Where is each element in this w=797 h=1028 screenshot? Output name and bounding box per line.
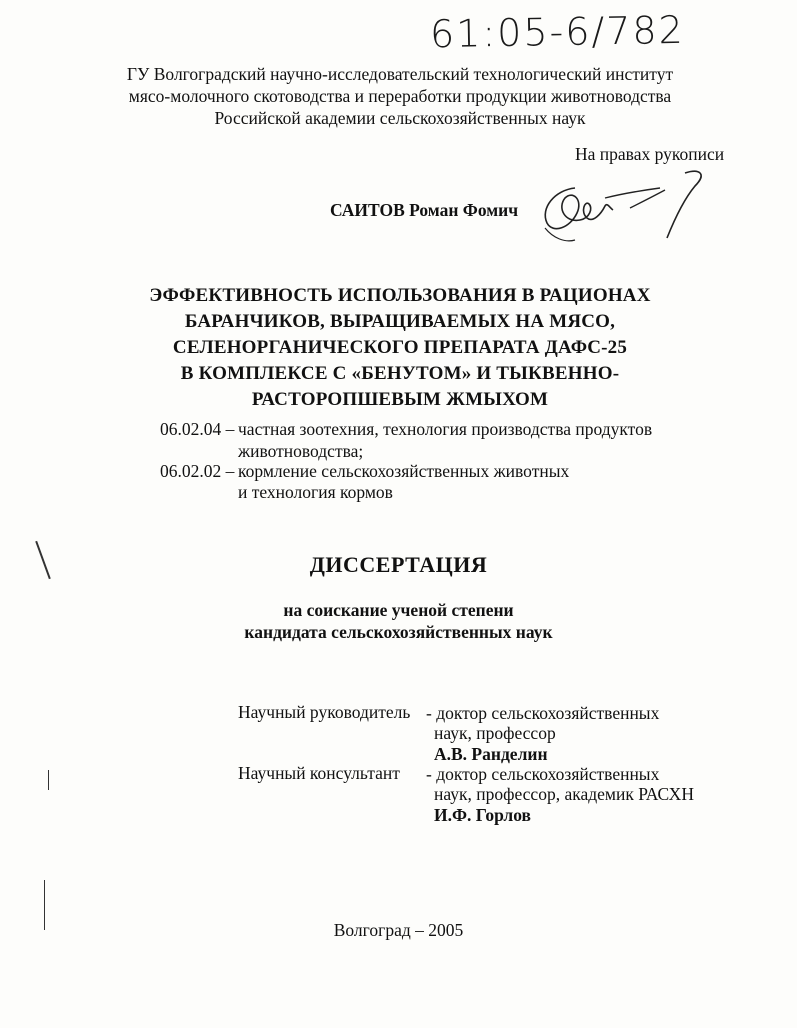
consultant-title: - доктор сельскохозяйственных [426, 764, 660, 784]
supervisor-title: наук, профессор [434, 723, 556, 743]
scan-mark [44, 880, 45, 930]
specialty-text: кормление сельскохозяйственных животных [238, 461, 570, 481]
consultant-name: И.Ф. Горлов [434, 805, 531, 825]
dissertation-title [140, 283, 660, 413]
title-line: БАРАНЧИКОВ, ВЫРАЩИВАЕМЫХ НА МЯСО, [184, 311, 616, 332]
supervisor-role: Научный руководитель [238, 702, 411, 722]
title-line: В КОМПЛЕКСЕ С «БЕНУТОМ» И ТЫКВЕННО- [180, 363, 620, 384]
title-line: РАСТОРОПШЕВЫМ ЖМЫХОМ [251, 389, 549, 410]
specialty-text: частная зоотехния, технология производства продуктов [238, 419, 653, 439]
doc-type-heading: ДИССЕРТАЦИЯ [309, 552, 488, 577]
rights-label: На правах рукописи [575, 144, 725, 164]
specialty-text: и технология кормов [238, 482, 393, 502]
specialty-text: животноводства; [238, 441, 364, 461]
scan-mark [48, 770, 49, 790]
specialty-code: 06.02.02 – [160, 461, 235, 481]
author-name: САИТОВ Роман Фомич [330, 200, 519, 220]
specialty-code: 06.02.04 – [160, 419, 235, 439]
consultant-title: наук, профессор, академик РАСХН [434, 784, 694, 804]
consultant-role: Научный консультант [238, 763, 400, 783]
institution-line-2: мясо-молочного скотоводства и переработки продукции животноводства [128, 86, 672, 106]
signature-icon [535, 168, 720, 248]
title-line: СЕЛЕНОРГАНИЧЕСКОГО ПРЕПАРАТА ДАФС-25 [172, 337, 628, 358]
handwritten-number: 61:05-6/782 [429, 7, 686, 57]
institution-line-1: ГУ Волгоградский научно-исследовательский технологический институт [126, 64, 674, 84]
title-line: ЭФФЕКТИВНОСТЬ ИСПОЛЬЗОВАНИЯ В РАЦИОНАХ [149, 285, 651, 306]
institution-line-3: Российской академии сельскохозяйственных наук [214, 108, 586, 128]
degree-line-2: кандидата сельскохозяйственных наук [244, 622, 553, 642]
supervisor-name: А.В. Ранделин [434, 744, 548, 764]
degree-line-1: на соискание ученой степени [283, 600, 514, 620]
supervisor-title: - доктор сельскохозяйственных [426, 703, 660, 723]
city-year: Волгоград – 2005 [333, 920, 464, 940]
